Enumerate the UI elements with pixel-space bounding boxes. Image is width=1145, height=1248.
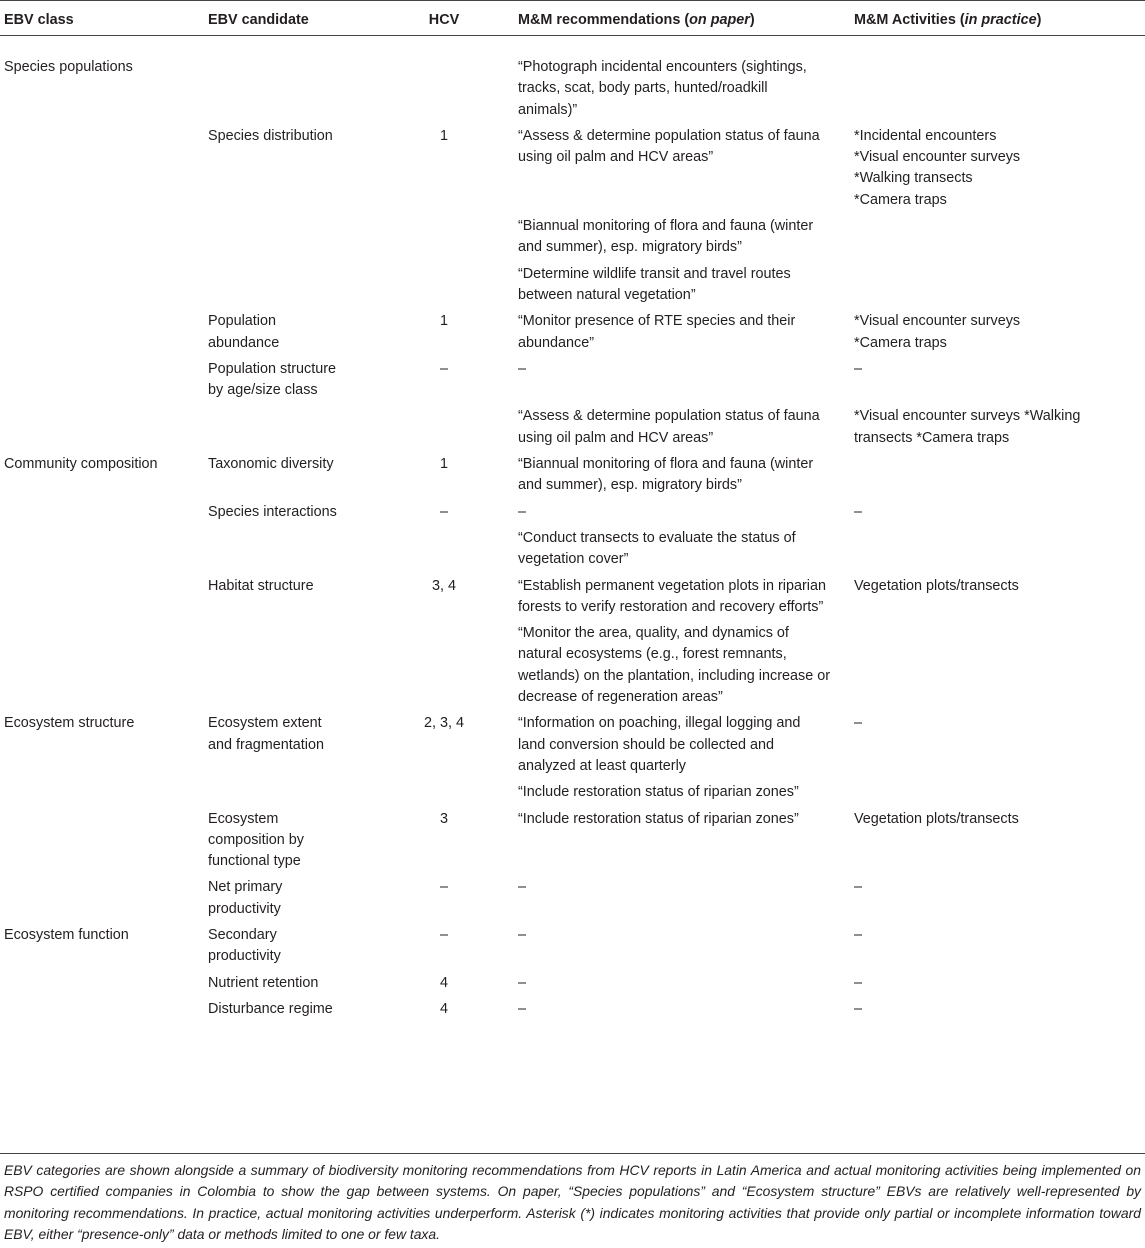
header-rec-suffix: )	[749, 12, 755, 28]
cell-ebv-class	[0, 809, 204, 878]
cell-recommendation: “Establish permanent vegetation plots in riparian forests to verify restoration and recovery efforts”	[518, 577, 826, 615]
header-act-suffix: )	[1036, 12, 1042, 28]
cell-recommendation: “Information on poaching, illegal logging and land conversion should be collected and analyzed at least quarterly	[518, 715, 801, 774]
cell-ebv-candidate	[204, 528, 374, 576]
table-row	[0, 713, 1145, 782]
table-row	[0, 454, 1145, 502]
cell-recommendation: “Include restoration status of riparian zones”	[518, 810, 799, 827]
table-row	[0, 126, 1145, 216]
cell-ebv-class	[0, 576, 204, 624]
cell-ebv-class: Ecosystem function	[4, 926, 129, 943]
cell-activity: –	[854, 715, 863, 732]
cell-ebv-class	[0, 216, 204, 264]
cell-activity: –	[854, 879, 863, 896]
cell-activity	[848, 623, 1145, 713]
cell-activity	[848, 35, 1145, 126]
cell-recommendation: –	[518, 926, 527, 943]
table-row	[0, 809, 1145, 878]
cell-hcv: –	[439, 926, 448, 943]
cell-ebv-class	[0, 528, 204, 576]
cell-recommendation: “Include restoration status of riparian zones”	[518, 784, 799, 801]
cell-activity	[848, 454, 1145, 502]
table-row	[0, 502, 1145, 528]
table-row	[0, 973, 1145, 999]
cell-ebv-class: Community composition	[4, 456, 158, 473]
cell-hcv: –	[439, 360, 448, 377]
cell-activity: –	[854, 974, 863, 991]
cell-ebv-candidate	[204, 782, 374, 808]
table-row	[0, 359, 1145, 407]
cell-hcv	[374, 35, 514, 126]
cell-ebv-candidate: Secondary productivity	[208, 926, 281, 965]
cell-recommendation: “Assess & determine population status of fauna using oil palm and HCV areas”	[518, 127, 820, 166]
cell-hcv: 4	[439, 974, 448, 991]
cell-activity: *Incidental encounters *Visual encounter surveys *Walking transects *Camera traps	[854, 127, 1021, 208]
table-row	[0, 311, 1145, 359]
cell-hcv: –	[439, 503, 448, 520]
cell-hcv: 3	[439, 810, 448, 827]
table-row	[0, 925, 1145, 973]
cell-ebv-candidate: Nutrient retention	[208, 974, 319, 991]
table-row	[0, 999, 1145, 1025]
cell-hcv: 4	[439, 1000, 448, 1017]
cell-recommendation: “Assess & determine population status of fauna using oil palm and HCV areas”	[518, 408, 820, 446]
cell-activity: –	[854, 503, 863, 520]
cell-activity	[848, 264, 1145, 312]
header-rec-prefix: M&M recommendations (	[518, 12, 690, 28]
cell-ebv-class	[0, 623, 204, 713]
table-caption: EBV categories are shown alongside a summary of biodiversity monitoring recommendations from HCV reports in Latin America and actual monitoring activities being implemented on RSPO certified companies in Colombia to show the gap between systems. On paper, “Species populations” and “Ecosystem structure” EBVs are relatively well-represented by monitoring recommendations. In practice, actual monitoring activities underperform. Asterisk (*) indicates monitoring activities that provide only partial or incomplete information toward EBV, either “presence-only” data or methods limited to one or few taxa.	[4, 1162, 1141, 1242]
cell-recommendation: –	[518, 974, 527, 991]
cell-activity	[848, 782, 1145, 808]
cell-ebv-candidate: Species interactions	[208, 503, 337, 520]
cell-hcv: –	[439, 879, 448, 896]
header-rec-italic: on paper	[689, 12, 750, 28]
cell-recommendation: –	[518, 360, 527, 377]
cell-ebv-class	[0, 406, 204, 454]
cell-hcv: 1	[439, 127, 448, 144]
cell-ebv-class	[0, 359, 204, 407]
header-hcv: HCV	[428, 12, 460, 28]
cell-recommendation: “Conduct transects to evaluate the status of vegetation cover”	[518, 529, 796, 568]
cell-activity: *Visual encounter surveys *Walking transects *Camera traps	[854, 408, 1081, 446]
cell-ebv-class	[0, 782, 204, 808]
cell-hcv	[374, 406, 514, 454]
table-bottom-rule	[0, 1153, 1145, 1154]
header-activities	[848, 0, 1145, 35]
cell-ebv-class	[0, 126, 204, 216]
cell-activity: Vegetation plots/transects	[854, 810, 1019, 827]
table-row	[0, 623, 1145, 713]
cell-recommendation: “Monitor presence of RTE species and their abundance”	[518, 313, 796, 351]
cell-activity	[848, 216, 1145, 264]
header-ebv-candidate: EBV candidate	[208, 12, 309, 28]
cell-ebv-candidate	[204, 264, 374, 312]
cell-ebv-candidate: Population abundance	[208, 313, 280, 351]
table-row	[0, 528, 1145, 576]
cell-hcv: 2, 3, 4	[423, 715, 464, 732]
cell-ebv-class	[0, 973, 204, 999]
cell-ebv-class: Ecosystem structure	[4, 715, 135, 732]
cell-recommendation: –	[518, 1000, 527, 1017]
cell-activity: *Visual encounter surveys *Camera traps	[854, 313, 1021, 351]
cell-ebv-candidate: Ecosystem composition by functional type	[208, 810, 304, 870]
cell-recommendation: –	[518, 503, 527, 520]
cell-hcv	[374, 216, 514, 264]
cell-hcv: 3, 4	[431, 577, 456, 594]
cell-ebv-candidate: Population structure by age/size class	[208, 360, 336, 399]
cell-ebv-candidate	[204, 406, 374, 454]
cell-recommendation: –	[518, 879, 527, 896]
cell-ebv-candidate: Taxonomic diversity	[208, 456, 334, 473]
cell-ebv-class	[0, 311, 204, 359]
cell-activity: Vegetation plots/transects	[854, 577, 1019, 594]
cell-ebv-candidate	[204, 35, 374, 126]
cell-recommendation: “Biannual monitoring of flora and fauna (winter and summer), esp. migratory birds”	[518, 218, 814, 256]
cell-ebv-class	[0, 877, 204, 925]
header-ebv-class: EBV class	[4, 12, 74, 28]
table-row	[0, 406, 1145, 454]
cell-hcv	[374, 528, 514, 576]
cell-recommendation: “Monitor the area, quality, and dynamics of natural ecosystems (e.g., forest remnants, wetlands) on the plantation, including increase or decrease of regeneration areas”	[518, 625, 830, 706]
cell-ebv-class: Species populations	[4, 59, 133, 75]
cell-activity: –	[854, 1000, 863, 1017]
cell-activity: –	[854, 926, 863, 943]
table-row	[0, 576, 1145, 624]
cell-ebv-class	[0, 264, 204, 312]
cell-hcv: 1	[439, 456, 448, 473]
table-row	[0, 782, 1145, 808]
header-act-italic: in practice	[964, 12, 1037, 28]
table-body	[0, 35, 1145, 1025]
cell-hcv	[374, 264, 514, 312]
cell-recommendation: “Determine wildlife transit and travel routes between natural vegetation”	[518, 265, 791, 303]
cell-recommendation: “Photograph incidental encounters (sightings, tracks, scat, body parts, hunted/roadkill animals)”	[518, 59, 807, 118]
cell-ebv-candidate	[204, 623, 374, 713]
cell-activity	[848, 528, 1145, 576]
cell-ebv-class	[0, 999, 204, 1025]
table-row	[0, 216, 1145, 264]
table-row	[0, 264, 1145, 312]
cell-hcv	[374, 623, 514, 713]
header-recommendations	[514, 0, 848, 35]
cell-ebv-candidate: Species distribution	[208, 127, 333, 144]
cell-ebv-candidate: Habitat structure	[208, 577, 314, 594]
cell-ebv-candidate	[204, 216, 374, 264]
cell-ebv-candidate: Ecosystem extent and fragmentation	[208, 715, 325, 753]
cell-activity: –	[854, 360, 863, 377]
cell-ebv-candidate: Net primary productivity	[208, 879, 283, 917]
cell-recommendation: “Biannual monitoring of flora and fauna (winter and summer), esp. migratory birds”	[518, 456, 814, 494]
cell-hcv: 1	[439, 313, 448, 330]
header-act-prefix: M&M Activities (	[854, 12, 965, 28]
table-row	[0, 35, 1145, 126]
cell-ebv-candidate: Disturbance regime	[208, 1000, 333, 1017]
table-header-row	[0, 0, 1145, 35]
table-row	[0, 877, 1145, 925]
cell-ebv-class	[0, 502, 204, 528]
cell-hcv	[374, 782, 514, 808]
